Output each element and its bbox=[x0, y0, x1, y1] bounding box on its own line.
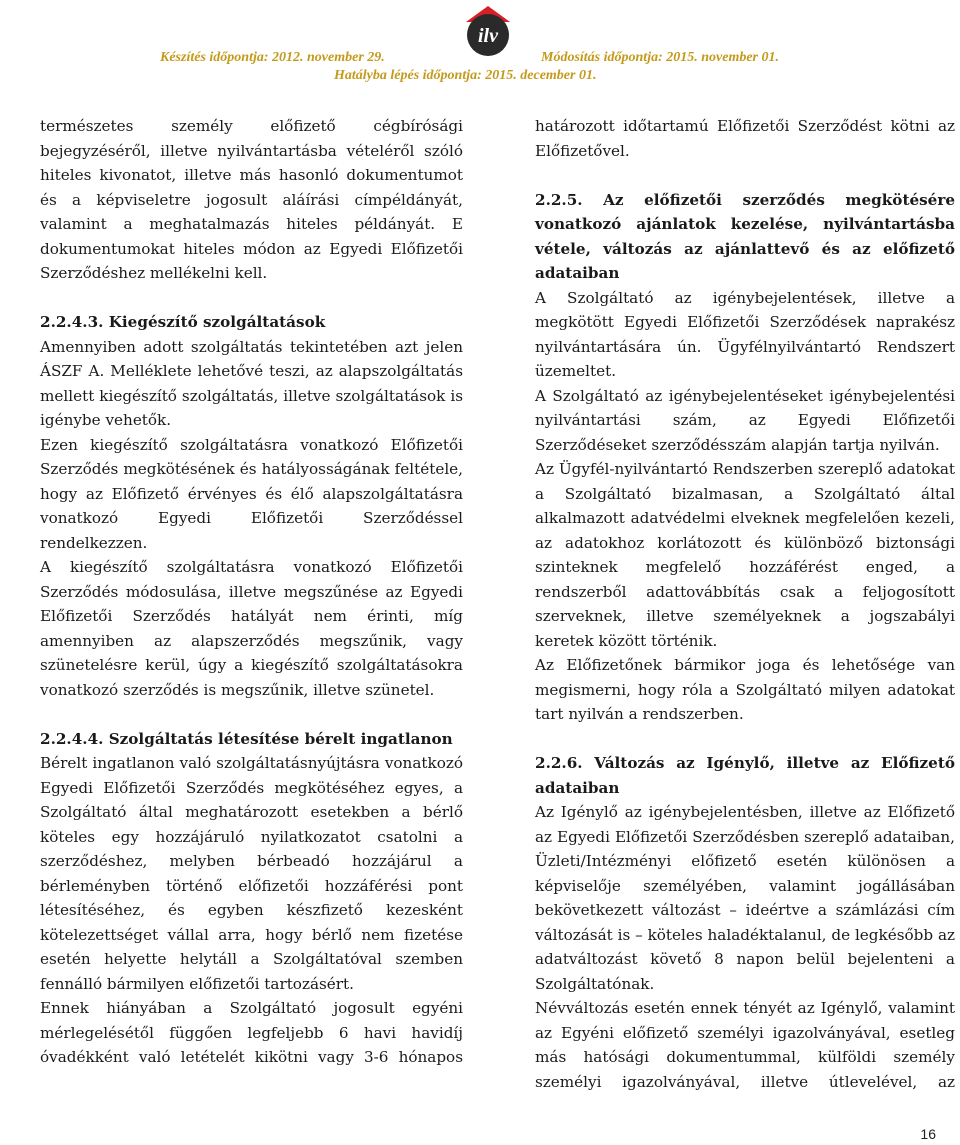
section-heading-2-2-4-3: 2.2.4.3. Kiegészítő szolgáltatások bbox=[40, 313, 326, 331]
paragraph: természetes személy előfizető cégbírósági bejegyzéséről, illetve nyilvántartásba vételéről szóló hiteles kivonatot, illetve más hasonló dokumentumot és a képviseletre jogosult aláírási címpéldányát, valamint a meghatalmazás hiteles példányát. E dokumentumokat hiteles módon az Egyedi Előfizetői Szerződéshez mellékelni kell. bbox=[40, 117, 463, 282]
created-date: Készítés időpontja: 2012. november 29. bbox=[160, 50, 385, 65]
section-heading-2-2-5: 2.2.5. Az előfizetői szerződés megkötésére vonatkozó ajánlatok kezelése, nyilvántartásba vétele, változás az ajánlattevő és az előfizető adataiban bbox=[535, 190, 955, 282]
paragraph: A Szolgáltató az igénybejelentések, illetve a megkötött Egyedi Előfizetői Szerződések naprakész nyilvántartására ún. Ügyfélnyilvántartó Rendszert üzemeltet. bbox=[535, 288, 955, 380]
paragraph: határozott időtartamú Előfizetői Szerződést kötni az Előfizetővel. bbox=[535, 117, 955, 160]
paragraph: Ezen kiegészítő szolgáltatásra vonatkozó Előfizetői Szerződés megkötésének és hatályosságának feltétele, hogy az Előfizető érvényes és élő alapszolgáltatásra vonatkozó Egyedi Előfizetői Szerződéssel rendelkezzen. bbox=[40, 435, 463, 552]
paragraph: A Szolgáltató az igénybejelentéseket igénybejelentési nyilvántartási szám, az Egyedi Előfizetői Szerződéseket szerződésszám alapján tartja nyilván. bbox=[535, 386, 955, 454]
paragraph: Az Előfizetőnek bármikor joga és lehetősége van megismerni, hogy róla a Szolgáltató milyen adatokat tart nyilván a rendszerben. bbox=[535, 656, 955, 723]
section-heading-2-2-6: 2.2.6. Változás az Igénylő, illetve az Előfizető adataiban bbox=[535, 754, 955, 797]
section-heading-2-2-4-4: 2.2.4.4. Szolgáltatás létesítése bérelt ingatlanon bbox=[40, 729, 453, 748]
effective-date: Hatályba lépés időpontja: 2015. december 01. bbox=[334, 68, 597, 83]
right-column bbox=[535, 114, 955, 1094]
paragraph: Bérelt ingatlanon való szolgáltatásnyújtásra vonatkozó Egyedi Előfizetői Szerződés megkötéséhez egyes, a Szolgáltató által meghatározott esetekben a bérlő köteles egy hozzájáruló nyilatkozatot csatolni a szerződéshez, melyben bérbeadó hozzájárul a bérleményben történő előfizetői hozzáférési pont létesítéséhez, és egyben készfizető kezesként kötelezettséget vállal arra, hogy bérlő nem fizetése esetén helyette helytáll a Szolgáltatóval szemben fennálló bármilyen előfizetői tartozásért. bbox=[40, 754, 463, 993]
paragraph: Ennek hiányában a Szolgáltató jogosult egyéni mérlegelésétől függően legfeljebb 6 havi havidíj óvadékként való letételét kikötni vagy 3-6 hónapos bbox=[40, 999, 463, 1066]
ilv-logo bbox=[461, 4, 515, 58]
modified-date: Módosítás időpontja: 2015. november 01. bbox=[541, 50, 780, 65]
paragraph: A kiegészítő szolgáltatásra vonatkozó Előfizetői Szerződés módosulása, illetve megszűnése az Egyedi Előfizetői Szerződés hatályát nem érinti, míg amennyiben az alapszerződés megszűnik, vagy szünetelésre kerül, úgy a kiegészítő szolgáltatásokra vonatkozó szerződés is megszűnik, illetve szünetel. bbox=[40, 558, 463, 699]
left-column bbox=[40, 114, 463, 1070]
paragraph: Névváltozás esetén ennek tényét az Igénylő, valamint az Egyéni előfizető személyi igazolványával, esetleg más hatósági dokumentummal, külföldi személy személyi igazolványával, illetve útlevelével, az bbox=[535, 999, 955, 1091]
paragraph: Amennyiben adott szolgáltatás tekintetében azt jelen ÁSZF A. Melléklete lehetővé teszi, az alapszolgáltatás mellett kiegészítő szolgáltatás, illetve szolgáltatások is igénybe vehetők. bbox=[40, 337, 463, 429]
paragraph: Az Ügyfél-nyilvántartó Rendszerben szereplő adatokat a Szolgáltató bizalmasan, a Szolgáltató által alkalmazott adatvédelmi elveknek megfelelően kezeli, az adatokhoz korlátozott és különböző biztonsági szinteknek megfelelő hozzáférést enged, a rendszerből adattovábbítás csak a feljogosított szerveknek, illetve személyeknek a jogszabályi keretek között történik. bbox=[535, 460, 955, 650]
paragraph: Az Igénylő az igénybejelentésben, illetve az Előfizető az Egyedi Előfizetői Szerződésben szereplő adataiban, Üzleti/Intézményi előfizető esetén különösen a képviselője személyében, valamint jogállásában bekövetkezett változást – ideértve a számlázási cím változását is – köteles haladéktalanul, de legkésőbb az adatváltozást követő 8 napon belül bejelenteni a Szolgáltatónak. bbox=[535, 803, 955, 993]
page-number: 16 bbox=[920, 1126, 936, 1142]
svg-text:ilv: ilv bbox=[478, 25, 498, 47]
